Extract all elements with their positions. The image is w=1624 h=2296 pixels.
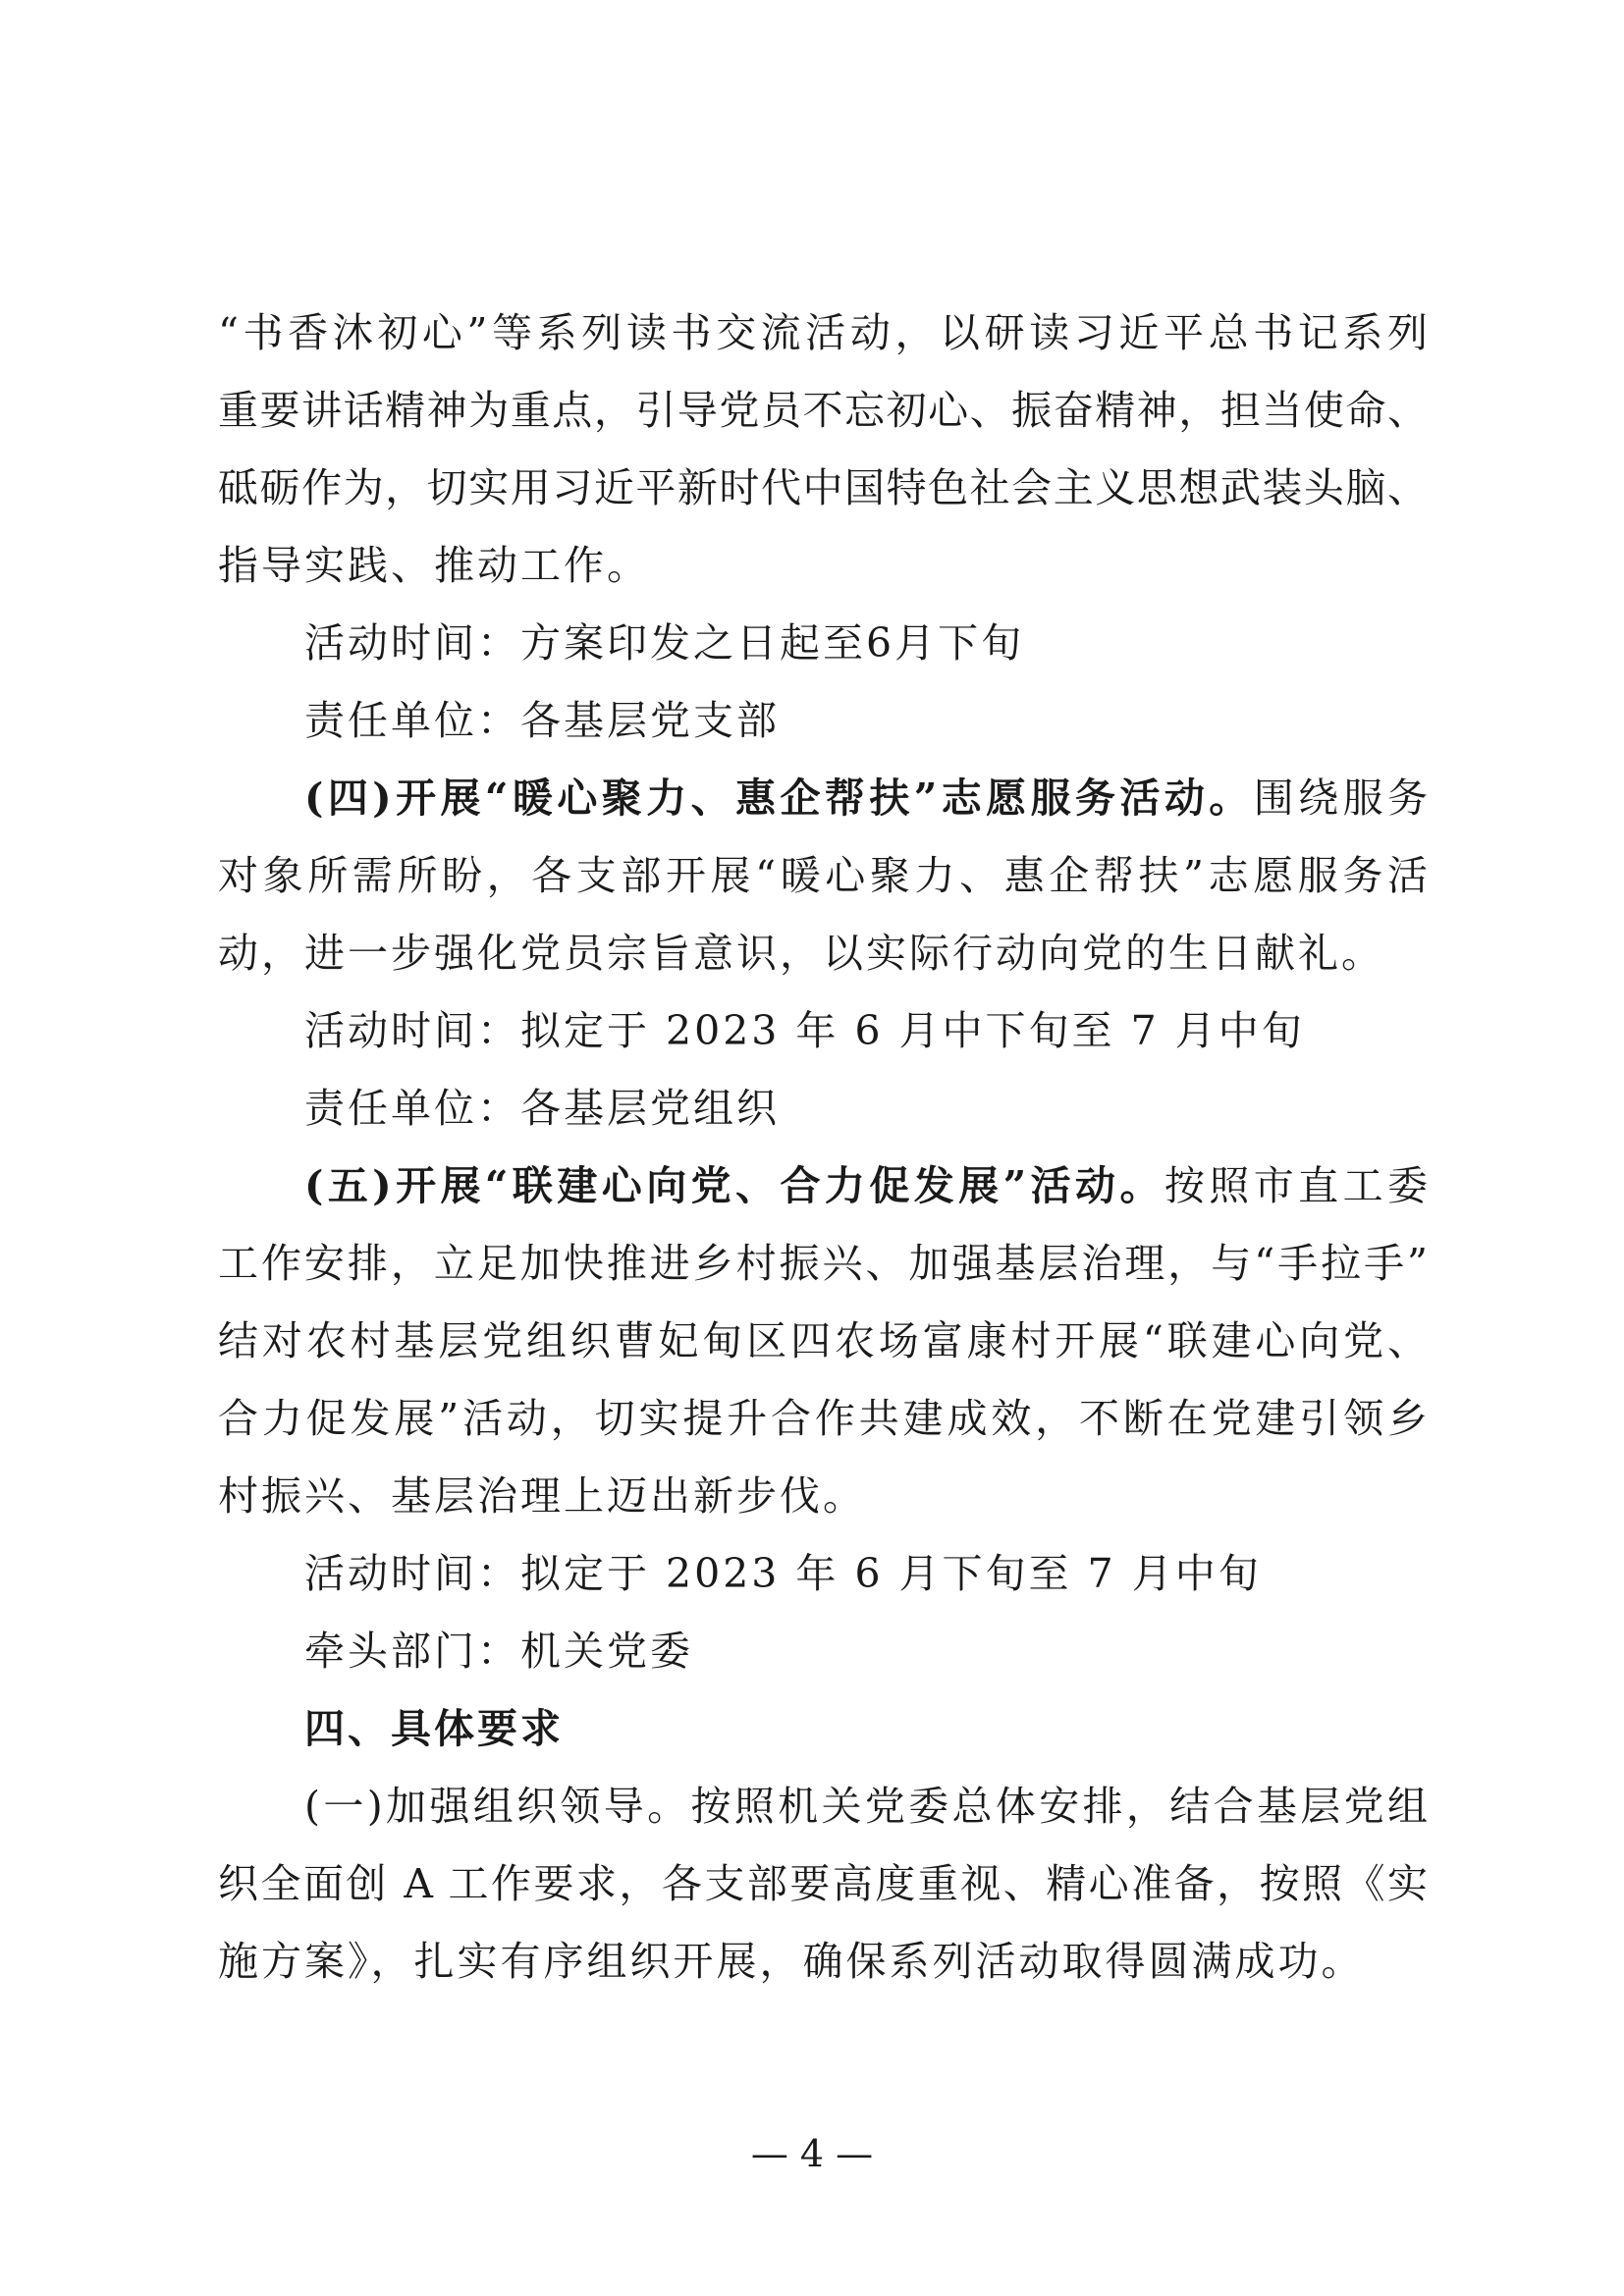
section-4-first-line <box>218 760 1428 837</box>
responsible-unit: 责任单位：各基层党支部 <box>304 697 780 744</box>
body-line: 村振兴、基层治理上迈出新步伐。 <box>218 1472 866 1520</box>
body-line: 合力促发展”活动，切实提升合作共建成效，不断在党建引领乡 <box>218 1395 1428 1442</box>
page-body <box>218 294 1428 2001</box>
section-5-heading: (五)开展“联建心向党、合力促发展”活动。 <box>304 1162 1164 1209</box>
section-4-intro: 围绕服务 <box>1253 774 1429 822</box>
body-line: 施方案》，扎实有序组织开展，确保系列活动取得圆满成功。 <box>218 1938 1365 1985</box>
responsible-unit: 责任单位：各基层党组织 <box>304 1085 780 1132</box>
section-4-heading: (四)开展“暖心聚力、惠企帮扶”志愿服务活动。 <box>304 774 1254 822</box>
body-line: 砥砺作为，切实用习近平新时代中国特色社会主义思想武装头脑、 <box>218 464 1428 511</box>
body-line: 结对农村基层党组织曹妃甸区四农场富康村开展“联建心向党、 <box>218 1317 1428 1364</box>
body-line: 工作安排，立足加快推进乡村振兴、加强基层治理，与“手拉手” <box>218 1240 1428 1287</box>
body-line: 织全面创 A 工作要求，各支部要高度重视、精心准备，按照《实 <box>218 1860 1428 1907</box>
activity-time: 活动时间：拟定于 2023 年 6 月下旬至 7 月中旬 <box>304 1550 1262 1597</box>
body-line: 指导实践、推动工作。 <box>218 542 650 589</box>
body-line: 重要讲话精神为重点，引导党员不忘初心、振奋精神，担当使命、 <box>218 387 1428 434</box>
requirement-1-intro: 按照机关党委总体安排，结合基层党组 <box>690 1783 1428 1830</box>
body-line: 动，进一步强化党员宗旨意识，以实际行动向党的生日献礼。 <box>218 930 1384 977</box>
requirement-1-first-line <box>218 1768 1428 1845</box>
activity-time: 活动时间：拟定于 2023 年 6 月中下旬至 7 月中旬 <box>304 1007 1305 1054</box>
section-5-first-line <box>218 1148 1428 1225</box>
page-number: — 4 — <box>750 2132 874 2175</box>
section-heading: 四、具体要求 <box>304 1705 564 1752</box>
body-line: “书香沐初心”等系列读书交流活动，以研读习近平总书记系列 <box>218 309 1428 356</box>
requirement-1-heading: (一)加强组织领导。 <box>304 1783 691 1830</box>
activity-time: 活动时间：方案印发之日起至6月下旬 <box>304 619 1025 667</box>
lead-department: 牵头部门：机关党委 <box>304 1628 693 1675</box>
section-5-intro: 按照市直工委 <box>1164 1162 1428 1209</box>
body-line: 对象所需所盼，各支部开展“暖心聚力、惠企帮扶”志愿服务活 <box>218 852 1428 899</box>
